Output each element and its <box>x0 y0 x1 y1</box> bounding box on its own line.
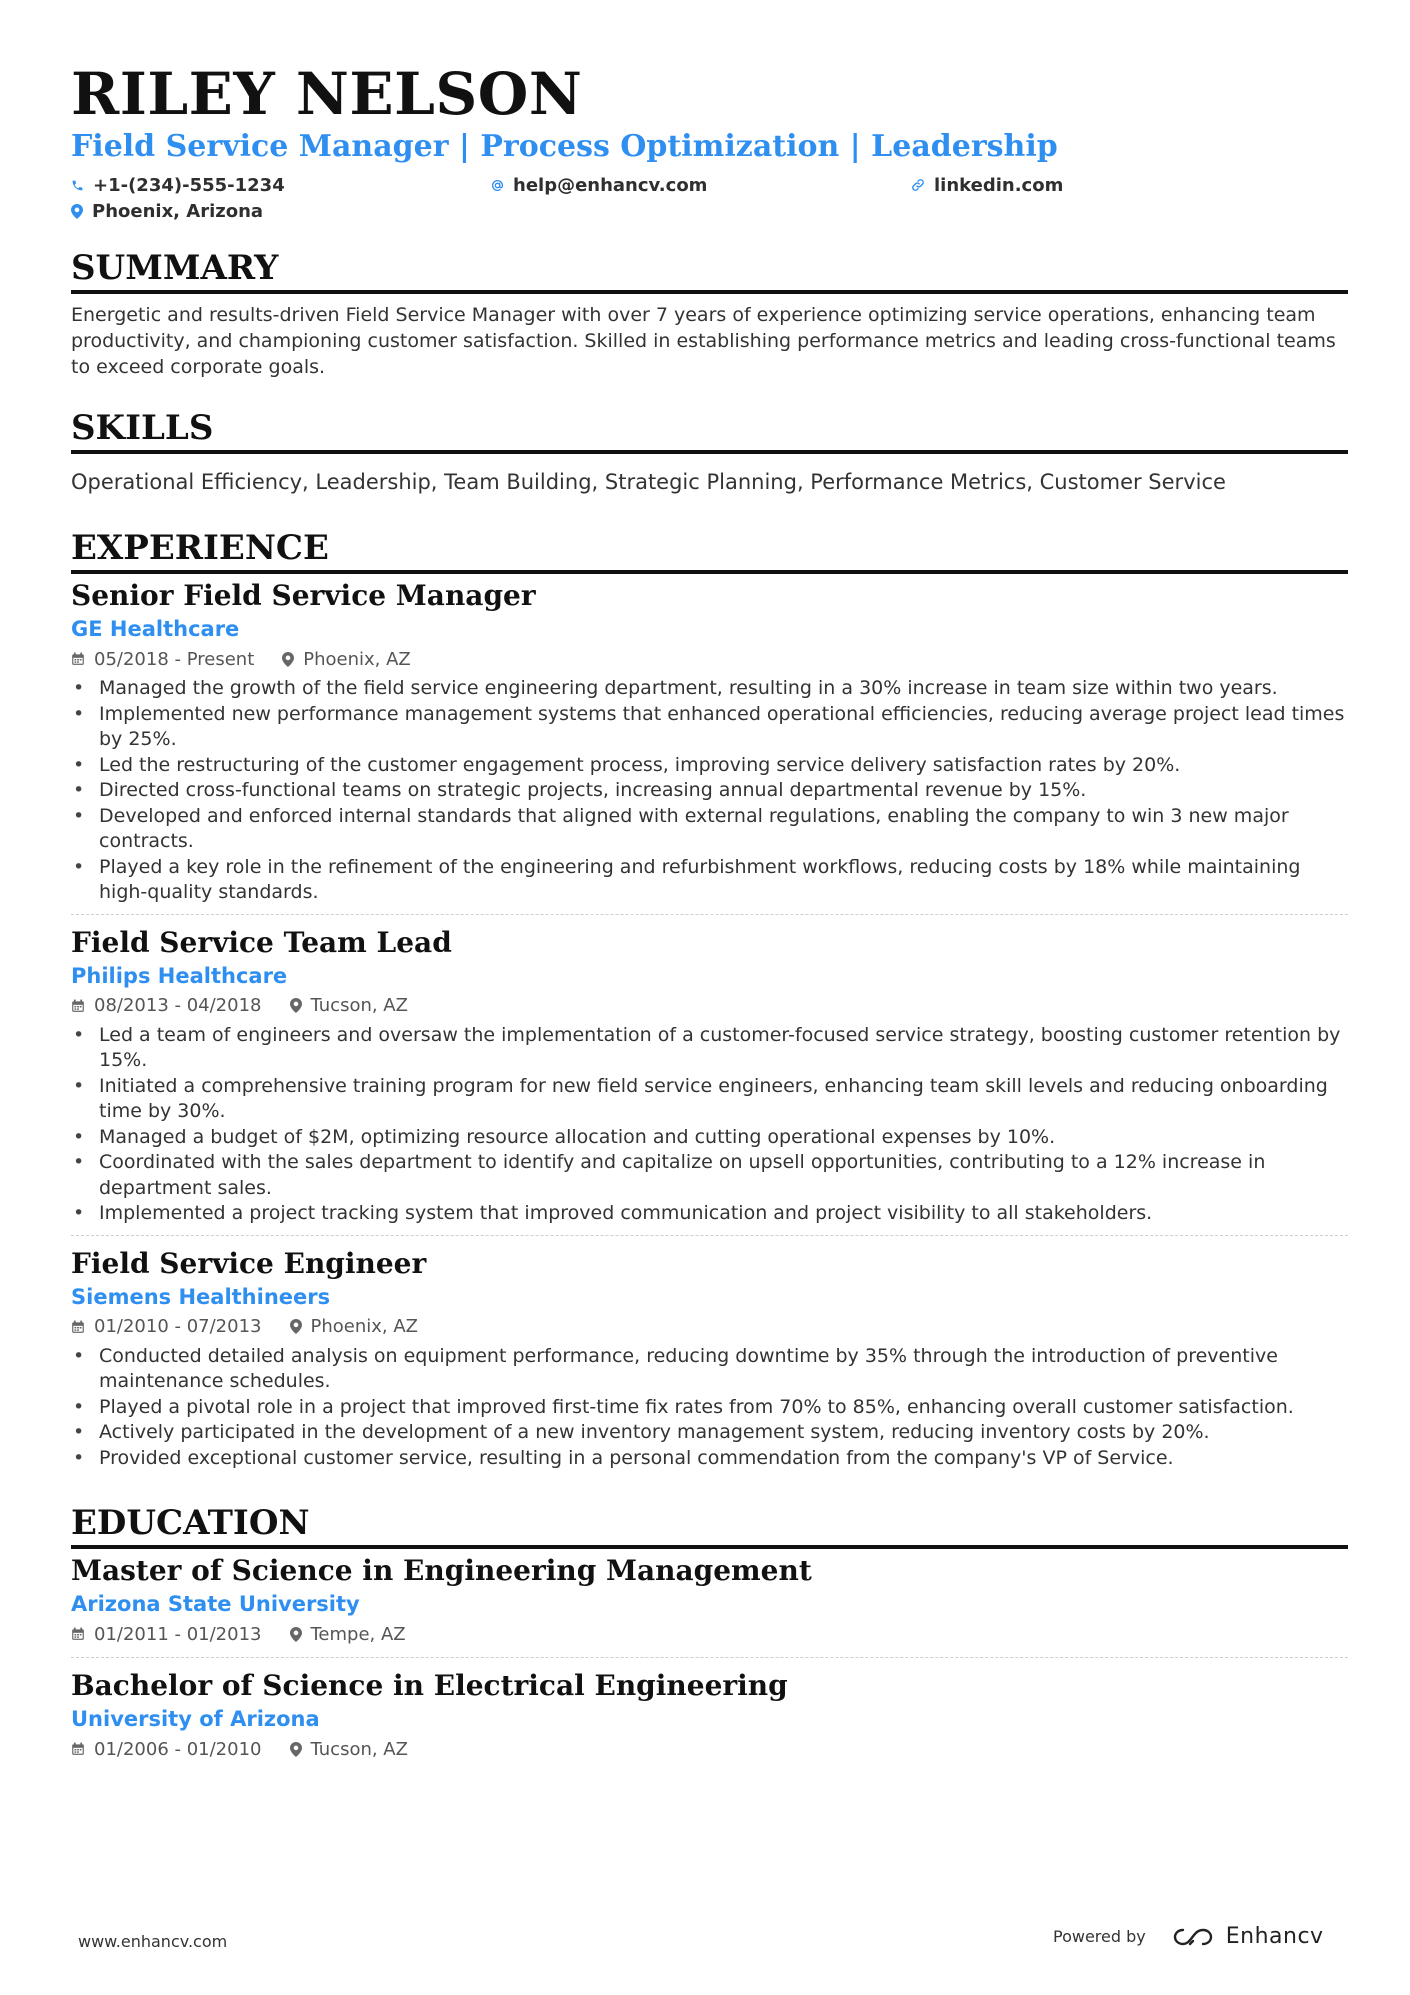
email-text: help@enhancv.com <box>513 174 708 196</box>
bullet-item: • Provided exceptional customer service, resulting in a personal commendation from the company's VP of Service. <box>71 1446 1348 1472</box>
map-pin-icon <box>290 998 302 1013</box>
at-icon <box>491 179 504 192</box>
enhancv-logo-icon <box>1170 1925 1216 1949</box>
summary-title: SUMMARY <box>71 248 1348 294</box>
job-dates: 05/2018 - Present <box>94 648 255 670</box>
map-pin-icon <box>282 652 294 667</box>
company-name: Siemens Healthineers <box>71 1284 331 1309</box>
experience-entry <box>71 1246 1348 1472</box>
skills-title: SKILLS <box>71 408 1348 454</box>
contact-linkedin[interactable] <box>911 172 1063 198</box>
company-name: Philips Healthcare <box>71 963 288 988</box>
footer-branding <box>1053 1924 1324 1949</box>
contact-phone[interactable] <box>71 172 491 198</box>
footer-website[interactable]: www.enhancv.com <box>78 1932 228 1951</box>
job-dates: 08/2013 - 04/2018 <box>94 995 262 1016</box>
calendar-icon <box>71 1742 85 1756</box>
bullet-item: • Actively participated in the development of a new inventory management system, reducing inventory costs by 20%. <box>71 1420 1348 1446</box>
bullet-item: • Directed cross-functional teams on strategic projects, increasing annual departmental revenue by 15%. <box>71 778 1348 804</box>
powered-by-label: Powered by <box>1053 1927 1146 1946</box>
job-meta <box>71 1312 1348 1342</box>
school-name: Arizona State University <box>71 1592 360 1616</box>
education-location: Tempe, AZ <box>310 1623 406 1645</box>
contact-row <box>71 172 1348 198</box>
map-pin-icon <box>290 1627 302 1642</box>
entry-divider <box>71 1235 1348 1236</box>
phone-text: +1-(234)-555-1234 <box>93 174 285 196</box>
job-location: Phoenix, AZ <box>303 648 411 670</box>
entry-divider <box>71 914 1348 915</box>
calendar-icon <box>71 1320 85 1334</box>
experience-entry <box>71 925 1348 1227</box>
job-meta <box>71 644 1348 674</box>
job-dates: 01/2010 - 07/2013 <box>94 1316 262 1337</box>
experience-title: EXPERIENCE <box>71 528 1348 574</box>
degree-title: Bachelor of Science in Electrical Engineering <box>71 1669 788 1702</box>
bullet-item: • Led a team of engineers and oversaw the implementation of a customer-focused service strategy, boosting customer retention by 15%. <box>71 1023 1348 1074</box>
map-pin-icon <box>290 1742 302 1757</box>
education-title: EDUCATION <box>71 1503 1348 1549</box>
education-dates: 01/2006 - 01/2010 <box>94 1738 262 1760</box>
education-section <box>71 1503 1348 1764</box>
bullet-item: • Played a key role in the refinement of the engineering and refurbishment workflows, reducing costs by 18% while maintaining high-quality standards. <box>71 855 1348 906</box>
contact-location <box>71 198 1348 224</box>
phone-icon <box>71 179 84 192</box>
education-location: Tucson, AZ <box>310 1738 408 1760</box>
job-title: Field Service Team Lead <box>71 925 452 959</box>
summary-text: Energetic and results-driven Field Service Manager with over 7 years of experience optimizing service operations, enhancing team productivity, and championing customer satisfaction. Skilled in establishing performance metrics and leading cross-functional teams to exceed corporate goals. <box>71 304 1336 378</box>
contact-email[interactable] <box>491 172 911 198</box>
skills-text: Operational Efficiency, Leadership, Team Building, Strategic Planning, Performance Metrics, Customer Service <box>71 470 1226 494</box>
experience-entry <box>71 578 1348 906</box>
bullet-item: • Initiated a comprehensive training program for new field service engineers, enhancing team skill levels and reducing onboarding time by 30%. <box>71 1074 1348 1125</box>
calendar-icon <box>71 652 85 666</box>
bullet-item: • Led the restructuring of the customer engagement process, improving service delivery satisfaction rates by 20%. <box>71 753 1348 779</box>
job-bullets <box>71 1023 1348 1227</box>
bullet-item: • Played a pivotal role in a project that improved first-time fix rates from 70% to 85%, enhancing overall customer satisfaction. <box>71 1395 1348 1421</box>
job-bullets <box>71 676 1348 906</box>
education-dates: 01/2011 - 01/2013 <box>94 1623 262 1645</box>
bullet-item: • Managed the growth of the field service engineering department, resulting in a 30% increase in team size within two years. <box>71 676 1348 702</box>
bullet-item: • Conducted detailed analysis on equipment performance, reducing downtime by 35% through the introduction of preventive maintenance schedules. <box>71 1344 1348 1395</box>
bullet-item: • Managed a budget of $2M, optimizing resource allocation and cutting operational expenses by 10%. <box>71 1125 1348 1151</box>
summary-section <box>71 248 1348 380</box>
job-location: Tucson, AZ <box>310 995 408 1016</box>
map-pin-icon <box>290 1319 302 1334</box>
experience-section <box>71 528 1348 1471</box>
bullet-item: • Implemented new performance management systems that enhanced operational efficiencies, reducing average project lead times by 25%. <box>71 702 1348 753</box>
education-meta <box>71 1619 1348 1649</box>
skills-section <box>71 408 1348 496</box>
brand-name: Enhancv <box>1225 1924 1324 1949</box>
job-location: Phoenix, AZ <box>310 1316 418 1337</box>
bullet-item: • Coordinated with the sales department to identify and capitalize on upsell opportunities, contributing to a 12% increase in department sales. <box>71 1150 1348 1201</box>
education-meta <box>71 1734 1348 1764</box>
company-name: GE Healthcare <box>71 617 240 641</box>
degree-title: Master of Science in Engineering Management <box>71 1554 812 1587</box>
calendar-icon <box>71 999 85 1013</box>
education-entry <box>71 1668 1348 1764</box>
bullet-item: • Implemented a project tracking system that improved communication and project visibility to all stakeholders. <box>71 1201 1348 1227</box>
education-entry <box>71 1553 1348 1649</box>
bullet-item: • Developed and enforced internal standards that aligned with external regulations, enabling the company to win 3 new major contracts. <box>71 804 1348 855</box>
headline: Field Service Manager | Process Optimization | Leadership <box>71 129 1058 164</box>
job-title: Field Service Engineer <box>71 1246 427 1280</box>
link-icon <box>911 178 925 192</box>
job-bullets <box>71 1344 1348 1472</box>
location-text: Phoenix, Arizona <box>92 200 264 222</box>
linkedin-text: linkedin.com <box>934 174 1064 196</box>
map-pin-icon <box>71 204 83 219</box>
calendar-icon <box>71 1627 85 1641</box>
job-title: Senior Field Service Manager <box>71 579 536 612</box>
job-meta <box>71 991 1348 1021</box>
candidate-name: RILEY NELSON <box>71 60 583 128</box>
school-name: University of Arizona <box>71 1707 320 1731</box>
entry-divider <box>71 1657 1348 1658</box>
